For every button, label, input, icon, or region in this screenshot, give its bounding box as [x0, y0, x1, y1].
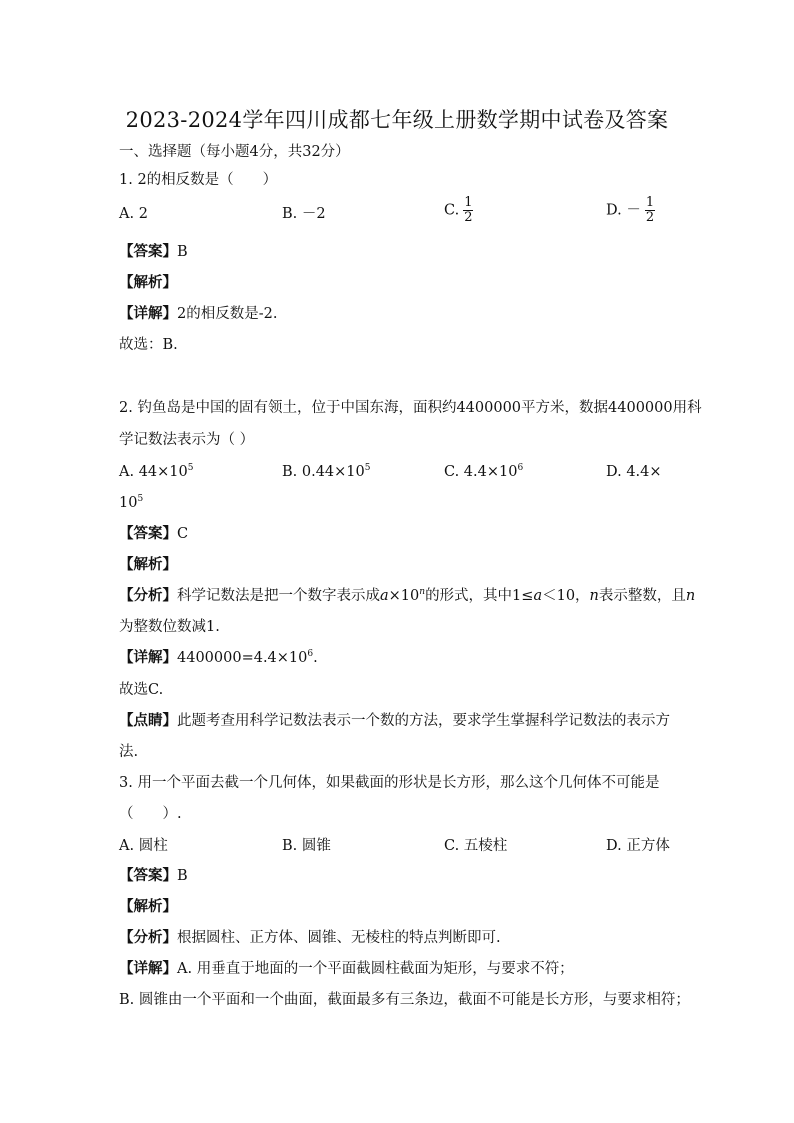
- q3-option-c: C. 五棱柱: [444, 838, 508, 854]
- q2-fenxi-text3: 的形式，其中1≤: [425, 588, 534, 604]
- q3-detail-a: [119, 959, 574, 979]
- q2-option-a-exponent: 5: [187, 463, 194, 473]
- q2-detail-base: 4400000=4.4×10: [177, 650, 308, 666]
- q2-option-d-exponent: 5: [137, 494, 144, 504]
- q1-option-d-numerator: 1: [645, 195, 655, 210]
- answer-tag: 【答案】: [119, 525, 177, 542]
- answer-tag: 【答案】: [119, 867, 177, 884]
- q1-option-d-fraction: [645, 196, 655, 225]
- section-heading: 一、选择题（每小题4分，共32分）: [119, 144, 350, 160]
- q2-analysis-tag: 【解析】: [119, 556, 177, 573]
- q1-option-c-numerator: 1: [464, 195, 473, 210]
- q2-option-a: [119, 462, 193, 482]
- q2-answer-value: C: [177, 526, 189, 542]
- q2-option-b-exponent: 5: [364, 463, 371, 473]
- q1-answer: [119, 242, 188, 262]
- q3-answer: [119, 866, 188, 886]
- q1-option-b: B. －2: [282, 206, 326, 222]
- q2-fenxi-text1: 科学记数法是把一个数字表示成: [177, 588, 380, 604]
- detail-tag: 【详解】: [119, 960, 177, 977]
- q2-conclusion: 故选C.: [119, 682, 164, 698]
- q3-option-b: B. 圆锥: [282, 838, 331, 854]
- q1-conclusion: 故选：B.: [119, 337, 178, 353]
- fenxi-tag: 【分析】: [119, 929, 177, 946]
- q1-option-c-fraction: [463, 196, 473, 225]
- detail-tag: 【详解】: [119, 305, 177, 322]
- q3-option-a: A. 圆柱: [119, 838, 168, 854]
- comment-tag: 【点睛】: [119, 712, 177, 729]
- q2-fenxi-var-a: a: [380, 588, 389, 604]
- q2-fenxi-var-a2: a: [533, 588, 543, 604]
- q1-stem: 1. 2的相反数是（ ）: [119, 172, 278, 188]
- q1-option-c: [444, 196, 473, 225]
- q2-fenxi-line2: 为整数位数减1.: [119, 619, 220, 635]
- q1-option-c-prefix: C.: [444, 202, 460, 219]
- q2-option-c-base: C. 4.4×10: [444, 464, 518, 480]
- q2-detail-end: .: [313, 650, 318, 666]
- q1-option-a: A. 2: [119, 206, 148, 222]
- q2-detail-exponent: 6: [307, 649, 314, 659]
- q3-option-d: D. 正方体: [606, 838, 670, 854]
- answer-tag: 【答案】: [119, 243, 177, 260]
- q2-comment-text1: 此题考查用科学记数法表示一个数的方法，要求学生掌握科学记数法的表示方: [177, 713, 670, 729]
- q3-fenxi: [119, 928, 501, 948]
- q1-option-d: [606, 196, 655, 225]
- q2-answer: [119, 524, 188, 544]
- q2-fenxi-exp-n: n: [419, 587, 426, 597]
- q1-analysis-tag: 【解析】: [119, 274, 177, 291]
- q2-fenxi-var-n: n: [589, 588, 599, 604]
- q2-detail: [119, 648, 318, 668]
- q3-answer-value: B: [177, 868, 188, 884]
- q3-stem-line1: 3. 用一个平面去截一个几何体，如果截面的形状是长方形，那么这个几何体不可能是: [119, 775, 660, 791]
- page-title: 2023-2024学年四川成都七年级上册数学期中试卷及答案: [125, 108, 669, 132]
- fenxi-tag: 【分析】: [119, 587, 177, 604]
- q1-answer-value: B: [177, 244, 188, 260]
- q2-stem-line2: 学记数法表示为（ ）: [119, 432, 255, 448]
- q3-detail-b: B. 圆锥由一个平面和一个曲面，截面最多有三条边，截面不可能是长方形，与要求相符；: [119, 992, 690, 1008]
- q1-option-d-prefix: D. －: [606, 202, 641, 219]
- q2-comment-line2: 法.: [119, 744, 139, 760]
- q2-option-d: D. 4.4×: [606, 464, 662, 480]
- q2-fenxi-text5: 表示整数，且: [598, 588, 686, 604]
- q1-detail-text: 2的相反数是-2.: [177, 306, 278, 322]
- q2-option-b: [282, 462, 371, 482]
- q2-fenxi-text2: ×10: [388, 588, 420, 604]
- q1-option-c-denominator: 2: [464, 210, 473, 225]
- q1-option-d-denominator: 2: [645, 210, 655, 225]
- q2-option-d-wrap-base: 10: [119, 495, 138, 511]
- q2-option-c-exponent: 6: [517, 463, 524, 473]
- q2-comment-line1: [119, 711, 670, 731]
- q2-option-b-base: B. 0.44×10: [282, 464, 365, 480]
- q2-option-c: [444, 462, 523, 482]
- q2-fenxi-var-n2: n: [685, 588, 696, 604]
- q2-option-d-wrap: [119, 493, 143, 513]
- q3-fenxi-text: 根据圆柱、正方体、圆锥、无棱柱的特点判断即可.: [177, 930, 501, 946]
- q3-stem-line2: （ ）.: [119, 806, 182, 822]
- detail-tag: 【详解】: [119, 649, 177, 666]
- q3-detail-text: A. 用垂直于地面的一个平面截圆柱截面为矩形，与要求不符；: [177, 961, 574, 977]
- q2-fenxi-line1: [119, 586, 695, 606]
- q3-analysis-tag: 【解析】: [119, 898, 177, 915]
- q2-fenxi-text4: ＜10，: [542, 588, 590, 604]
- q2-option-a-base: A. 44×10: [119, 464, 188, 480]
- q1-detail: [119, 304, 277, 324]
- q2-stem-line1: 2. 钓鱼岛是中国的固有领土，位于中国东海，面积约4400000平方米，数据4400000用科: [119, 400, 702, 416]
